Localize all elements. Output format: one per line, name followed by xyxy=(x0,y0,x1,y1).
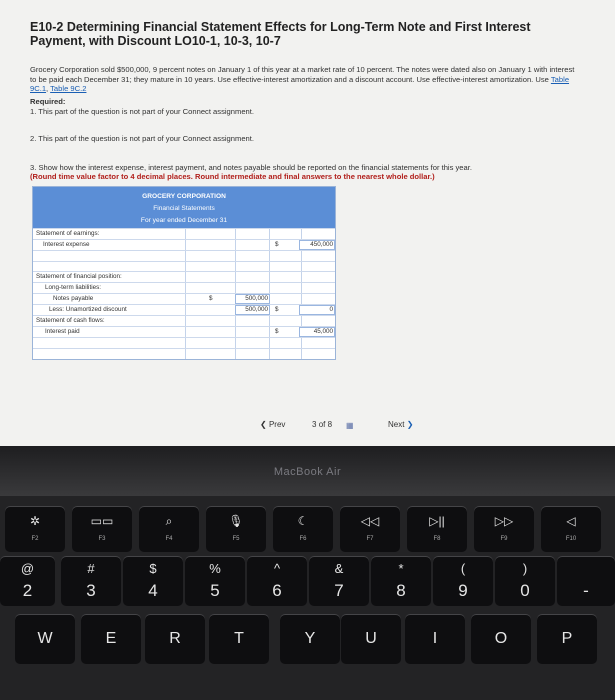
key-0[interactable]: ) 0 xyxy=(495,556,555,606)
table-header xyxy=(33,187,335,228)
fast-forward-icon: ▷▷ xyxy=(494,514,514,528)
company-name: GROCERY CORPORATION xyxy=(142,193,226,200)
rounding-instructions: (Round time value factor to 4 decimal places. Round intermediate and final answers to the nearest whole dollar.) xyxy=(30,172,435,181)
key-e[interactable]: E xyxy=(81,614,141,664)
key-7[interactable]: & 7 xyxy=(309,556,369,606)
keyboard xyxy=(0,496,615,700)
key-6[interactable]: ^ 6 xyxy=(247,556,307,606)
f9-key[interactable]: ▷▷ F9 xyxy=(474,506,534,552)
key-t[interactable]: T xyxy=(209,614,269,664)
statement-title: Financial Statements xyxy=(153,205,215,212)
key-minus[interactable]: - xyxy=(557,556,615,606)
f3-key[interactable]: ▭▭ F3 xyxy=(72,506,132,552)
moon-icon: ☾ xyxy=(297,514,309,528)
f7-key[interactable]: ◁◁ F7 xyxy=(340,506,400,552)
interest-paid-input[interactable]: 45,000 xyxy=(299,327,335,337)
table-row: Interest paid $ 45,000 xyxy=(33,326,335,337)
table-row: Less: Unamortized discount 500,000 $ 0 xyxy=(33,304,335,315)
discount-input[interactable]: 500,000 xyxy=(235,305,270,315)
next-button[interactable]: Next ❯ xyxy=(388,420,414,429)
chevron-right-icon: ❯ xyxy=(406,420,414,429)
spotlight-icon: ⌕ xyxy=(165,514,173,528)
rewind-icon: ◁◁ xyxy=(360,514,380,528)
key-4[interactable]: $ 4 xyxy=(123,556,183,606)
f10-key[interactable]: ◁ F10 xyxy=(541,506,601,552)
mission-control-icon: ▭▭ xyxy=(90,514,114,528)
key-p[interactable]: P xyxy=(537,614,597,664)
f5-key[interactable]: 🎙 F5 xyxy=(206,506,266,552)
notes-payable-input[interactable]: 500,000 xyxy=(235,294,270,304)
brand-label: MacBook Air xyxy=(273,466,342,478)
table-row xyxy=(33,250,335,261)
f2-key[interactable]: ✲ F2 xyxy=(5,506,65,552)
table-row xyxy=(33,337,335,348)
table-row: Statement of earnings: xyxy=(33,228,335,239)
question-2: 2. This part of the question is not part of your Connect assignment. xyxy=(30,134,255,143)
page-indicator: 3 of 8 xyxy=(312,420,333,429)
brightness-icon: ✲ xyxy=(29,514,41,528)
key-u[interactable]: U xyxy=(341,614,401,664)
table-row: Statement of cash flows: xyxy=(33,315,335,326)
table-row xyxy=(33,348,335,359)
key-2[interactable]: @ 2 xyxy=(0,556,55,606)
required-section: Required: 1. This part of the question is not part of your Connect assignment. xyxy=(30,97,255,116)
key-3[interactable]: # 3 xyxy=(61,556,121,606)
problem-text: Grocery Corporation sold $500,000, 9 percent notes on January 1 of this year at a market rate of 10 percent. The notes were dated also on January 1 with interest to be paid each December 31; they mature in 10 years. Use effective-interest amortization and a discount account. Use effective-interest amortization. Use Table 9C.1, Table 9C.2 xyxy=(30,65,575,93)
key-o[interactable]: O xyxy=(471,614,531,664)
question-1: 1. This part of the question is not part of your Connect assignment. xyxy=(30,106,255,116)
table-row: Interest expense $ 450,000 xyxy=(33,239,335,250)
microphone-icon: 🎙 xyxy=(228,514,244,528)
table-row: Statement of financial position: xyxy=(33,271,335,282)
table-9c1-link[interactable]: Table 9C.1 xyxy=(30,74,570,93)
prev-button[interactable]: ❮ Prev xyxy=(260,420,286,429)
key-i[interactable]: I xyxy=(405,614,465,664)
question-3: 3. Show how the interest expense, interest payment, and notes payable should be reported on the financial statements for this year. (Round time value factor to 4 decimal places. Round intermediate and final answers to the nearest whole dollar.) xyxy=(30,163,472,181)
key-9[interactable]: ( 9 xyxy=(433,556,493,606)
financial-statements-table xyxy=(32,186,336,360)
key-5[interactable]: % 5 xyxy=(185,556,245,606)
key-w[interactable]: W xyxy=(15,614,75,664)
interest-expense-input[interactable]: 450,000 xyxy=(299,240,335,250)
statement-period: For year ended December 31 xyxy=(140,217,228,224)
chevron-left-icon: ❮ xyxy=(260,420,267,429)
play-pause-icon: ▷|| xyxy=(429,514,445,528)
key-r[interactable]: R xyxy=(145,614,205,664)
page-title: E10-2 Determining Financial Statement Effects for Long-Term Note and First Interest Payment, with Discount LO10-1, 10-3, 10-7 xyxy=(30,20,531,48)
f6-key[interactable]: ☾ F6 xyxy=(273,506,333,552)
key-y[interactable]: Y xyxy=(280,614,340,664)
table-row: Notes payable $ 500,000 xyxy=(33,293,335,304)
table-row: Long-term liabilities: xyxy=(33,282,335,293)
grid-icon[interactable]: ▦ xyxy=(346,421,354,430)
f4-key[interactable]: ⌕ F4 xyxy=(139,506,199,552)
mute-icon: ◁ xyxy=(566,514,576,528)
net-notes-input[interactable]: 0 xyxy=(299,305,335,315)
f8-key[interactable]: ▷|| F8 xyxy=(407,506,467,552)
table-9c2-link[interactable]: Table 9C.2 xyxy=(50,84,87,93)
key-8[interactable]: * 8 xyxy=(371,556,431,606)
